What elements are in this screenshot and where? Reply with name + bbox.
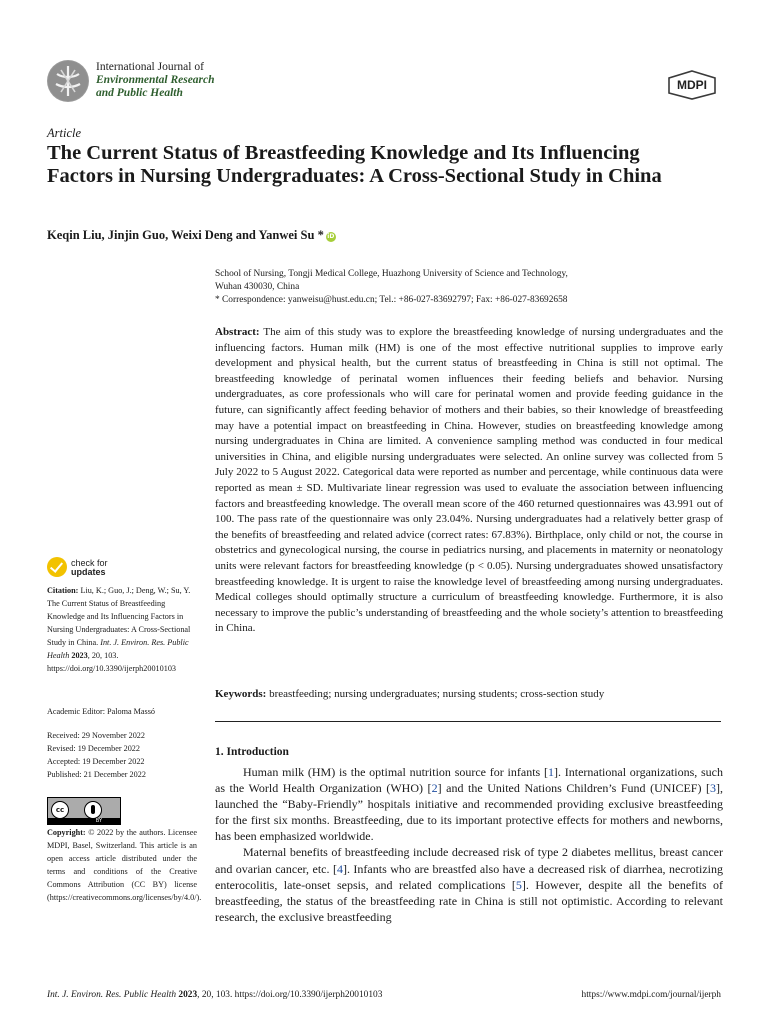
- check-line2: updates: [71, 567, 106, 577]
- footer-year: 2023: [178, 990, 198, 1000]
- correspondence: * Correspondence: yanweisu@hust.edu.cn; Tel.: +86-027-83692797; Fax: +86-027-83692658: [215, 295, 568, 305]
- author-list: [47, 228, 336, 243]
- copyright-notice: [47, 826, 202, 904]
- abstract-text: The aim of this study was to explore the breastfeeding knowledge of nursing undergraduates and the influencing factors. Human milk (HM) is one of the most effective nutritional supplies to improve early development and physical health, but the current status of breastfeeding in China is still not optimal. The breastfeeding knowledge of perinatal women influences their feeding beliefs and behavior. Nursing undergraduates, as core professionals who will care for perinatal women and provide feeding guidance in the future, can significantly affect feeding behavior of mothers and their babies, so their knowledge of breastfeeding may have a potential impact on breastfeeding in China. However, studies on breastfeeding knowledge among nursing undergraduates in China are limited. A convenience sampling method was conducted in four medical universities in China, and eligible nursing undergraduates were selected. An online survey was collected from 5 July 2022 to 5 August 2022. Categorical data were reported as number and percentage, while continuous data were reported as mean ± SD. Multivariate linear regression was used to evaluate the association between influencing factors and breastfeeding knowledge. The overall mean score of the 460 returned questionnaires was 43.991 out of 100. The pass rate of the questionnaire was only 23.04%. Nursing undergraduates had a relatively better grasp of the benefits of breastfeeding and related advice (correct rates: 67.83%). Birthplace, only child or not, the course in obstetrics and gynecological nursing, the course in pediatrics nursing, and placements in maternity or neonatology units were relevant factors for breastfeeding knowledge (p < 0.05). Nursing undergraduates showed unsatisfactory breastfeeding knowledge. It is urgent to raise the knowledge level of breastfeeding among nursing undergraduates. Medical colleges should optimally structure a curriculum of breastfeeding knowledge. Furthermore, it is also necessary to improve the public’s understanding of breastfeeding and the whole society’s attention to breastfeeding in China.: [215, 326, 723, 635]
- footer-doi[interactable]: , 20, 103. https://doi.org/10.3390/ijerph20010103: [197, 990, 383, 1000]
- journal-emblem-icon: [47, 60, 89, 102]
- check-line1: check for: [71, 558, 108, 568]
- by-label: BY: [95, 818, 102, 824]
- keywords-text: breastfeeding; nursing undergraduates; nursing students; cross-section study: [269, 688, 605, 700]
- cc-icon: cc: [51, 801, 69, 819]
- copyright-label: Copyright:: [47, 828, 86, 837]
- journal-name-line1: International Journal of: [96, 61, 204, 73]
- orcid-icon[interactable]: iD: [327, 233, 335, 240]
- footer-citation: [47, 990, 382, 1000]
- citation-link[interactable]: 3: [710, 781, 717, 796]
- publisher-name: MDPI: [677, 78, 707, 92]
- footer-journal: Int. J. Environ. Res. Public Health: [47, 990, 177, 1000]
- article-title: The Current Status of Breastfeeding Knowledge and Its Influencing Factors in Nursing Undergraduates: A Cross-Sectional Study in China: [47, 142, 662, 187]
- affiliation-line2: Wuhan 430030, China: [215, 282, 300, 292]
- citation-label: Citation:: [47, 586, 79, 595]
- citation-year: 2023: [71, 651, 88, 660]
- journal-name: [96, 61, 215, 100]
- cc-by-license-badge[interactable]: [47, 797, 121, 825]
- copyright-text: © 2022 by the authors. Licensee MDPI, Basel, Switzerland. This article is an open access article distributed under the terms and conditions of the Creative Commons Attribution (CC BY) license (https://creativecommons.org/licenses/by/4.0/).: [47, 828, 202, 902]
- introduction-body: [215, 764, 723, 925]
- citation-link[interactable]: 5: [515, 877, 522, 892]
- citation-journal: Int. J. Environ. Res. Public Health: [47, 638, 189, 660]
- mdpi-logo: [666, 70, 718, 100]
- journal-name-line3: and Public Health: [96, 87, 183, 99]
- academic-editor: Academic Editor: Paloma Massó: [47, 707, 156, 716]
- article-type: Article: [47, 126, 82, 140]
- abstract-label: Abstract:: [215, 326, 260, 338]
- keywords: [215, 687, 723, 702]
- affiliation-line1: School of Nursing, Tongji Medical College, Huazhong University of Science and Technology,: [215, 269, 568, 279]
- journal-name-line2: Environmental Research: [96, 74, 215, 86]
- publication-dates: [47, 729, 197, 781]
- date-published: Published: 21 December 2022: [47, 770, 146, 779]
- citation-block: [47, 584, 197, 675]
- authors-text: Keqin Liu, Jinjin Guo, Weixi Deng and Yanwei Su *: [47, 228, 324, 242]
- footer-journal-url[interactable]: https://www.mdpi.com/journal/ijerph: [581, 990, 721, 1000]
- affiliation: [215, 268, 725, 307]
- attribution-icon: [84, 801, 102, 819]
- abstract: [215, 325, 723, 637]
- paragraph: Human milk (HM) is the optimal nutrition source for infants [1]. International organizations, such as the World Health Organization (WHO) [2] and the United Nations Children’s Fund (UNICEF) [3], launched the “Baby-Friendly” hospitals initiative and recommended providing exclusive breastfeeding for the first six months. Breastfeeding, due to its important protective effects for mothers and newborns, has been emphasized worldwide.: [215, 765, 724, 844]
- checkmark-icon: [47, 557, 67, 577]
- paragraph: Maternal benefits of breastfeeding include decreased risk of type 2 diabetes mellitus, breast cancer and ovarian cancer, etc. [4]. Infants who are breastfed also have a decreased risk of diarrhea, necrotizing enterocolitis, late-onset sepsis, and related complications [5]. However, despite all the benefits of breastfeeding, the status of the breastfeeding rate in China is still not optimistic. According to relevant research, the exclusive breastfeeding: [215, 845, 723, 924]
- date-revised: Revised: 19 December 2022: [47, 744, 140, 753]
- citation-link[interactable]: 2: [431, 781, 438, 796]
- section-heading: 1. Introduction: [215, 746, 289, 758]
- citation-text: Liu, K.; Guo, J.; Deng, W.; Su, Y. The Current Status of Breastfeeding Knowledge and Its Influencing Factors in Nursing Undergraduates: A Cross-Sectional Study in China.: [47, 586, 191, 647]
- keywords-label: Keywords:: [215, 688, 267, 700]
- citation-link[interactable]: 4: [336, 861, 343, 876]
- journal-logo: [47, 60, 89, 102]
- date-received: Received: 29 November 2022: [47, 731, 145, 740]
- date-accepted: Accepted: 19 December 2022: [47, 757, 145, 766]
- section-divider: [215, 721, 721, 722]
- citation-doi[interactable]: , 20, 103. https://doi.org/10.3390/ijerph20010103: [47, 651, 177, 673]
- citation-link[interactable]: 1: [547, 765, 554, 779]
